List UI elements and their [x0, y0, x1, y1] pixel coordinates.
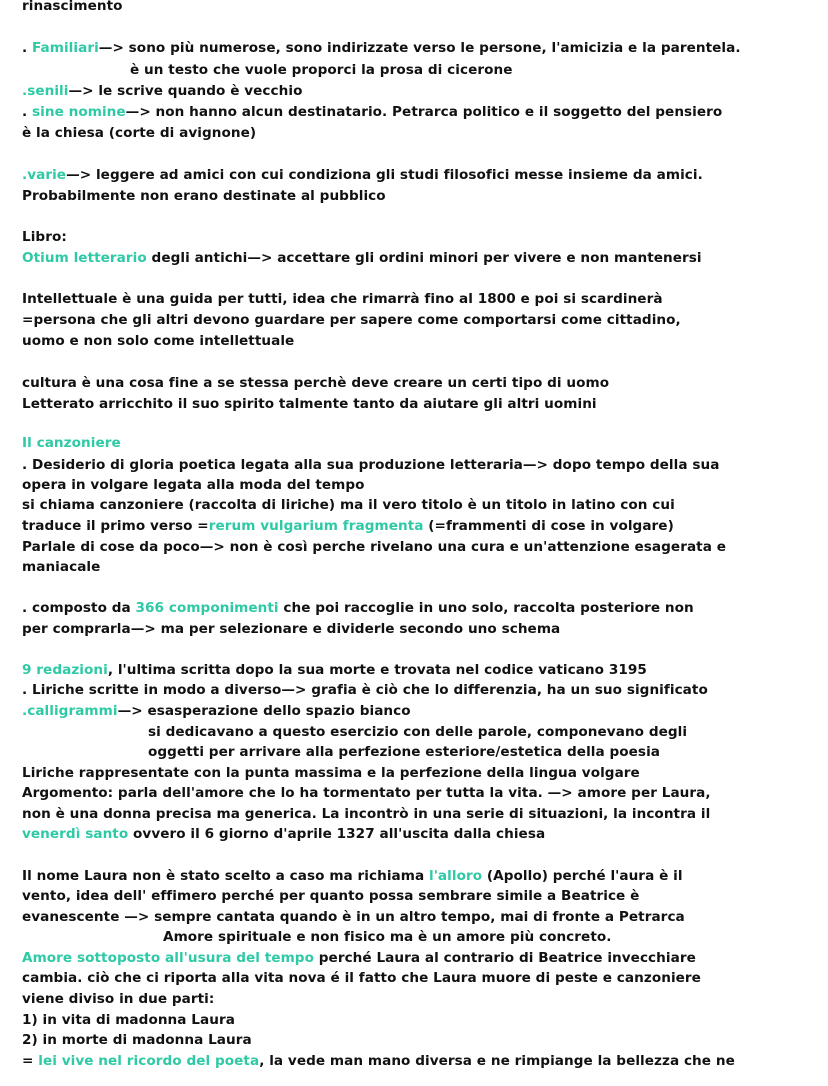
text-line	[22, 186, 818, 206]
text-segment: maniacale	[22, 559, 101, 575]
text-segment: si dedicavano a questo esercizio con delle parole, componevano degli	[148, 724, 688, 740]
text-segment: 1) in vita di madonna Laura	[22, 1012, 235, 1028]
text-line	[148, 742, 818, 762]
text-segment: Probabilmente non erano destinate al pubblico	[22, 188, 386, 204]
text-segment: —> leggere ad amici con cui condiziona gli studi filosofici messe insieme da amici.	[66, 167, 703, 183]
text-line	[22, 81, 818, 101]
text-segment: . composto da	[22, 600, 136, 616]
text-segment: Amore spirituale e non fisico ma è un amore più concreto.	[163, 929, 612, 945]
text-segment: =	[22, 1053, 39, 1069]
text-line	[22, 165, 818, 185]
text-segment: (=frammenti di cose in volgare)	[423, 518, 674, 534]
text-segment: non è una donna precisa ma generica. La incontrò in una serie di situazioni, la incontra il	[22, 806, 711, 822]
highlighted-text: l'alloro	[429, 868, 483, 884]
text-segment: =persona che gli altri devono guardare per sapere come comportarsi come cittadino,	[22, 312, 681, 328]
highlighted-text: venerdì santo	[22, 826, 129, 842]
text-line	[22, 331, 818, 351]
text-segment: è la chiesa (corte di avignone)	[22, 125, 257, 141]
text-segment: Parlale di cose da poco—> non è così perche rivelano una cura e un'attenzione esagerata e	[22, 539, 726, 555]
text-line	[22, 968, 818, 988]
text-segment: perché Laura al contrario di Beatrice invecchiare	[313, 950, 696, 966]
text-line	[22, 989, 818, 1009]
text-segment: —> esasperazione dello spazio bianco	[117, 703, 411, 719]
text-line	[22, 373, 818, 393]
text-segment: opera in volgare legata alla moda del tempo	[22, 477, 365, 493]
text-segment: uomo e non solo come intellettuale	[22, 333, 295, 349]
text-segment: rinascimento	[22, 0, 123, 14]
highlighted-text: .senili	[22, 83, 69, 99]
highlighted-text: Amore sottoposto all'usura del tempo	[22, 950, 314, 966]
text-segment: per comprarla—> ma per selezionare e dividerle secondo uno schema	[22, 621, 561, 637]
text-segment: vento, idea dell' effimero perché per quanto possa sembrare simile a Beatrice è	[22, 888, 640, 904]
text-line	[22, 824, 818, 844]
text-line	[22, 660, 818, 680]
text-segment: Il nome Laura non è stato scelto a caso ma richiama	[22, 868, 429, 884]
highlighted-text: Familiari	[32, 40, 99, 56]
text-segment: . Desiderio di gloria poetica legata alla sua produzione letteraria—> dopo tempo della sua	[22, 457, 720, 473]
text-segment: traduce il primo verso =	[22, 518, 209, 534]
text-segment: Argomento: parla dell'amore che lo ha tormentato per tutta la vita. —> amore per Laura,	[22, 785, 711, 801]
text-line	[148, 722, 818, 742]
text-line	[22, 680, 818, 700]
text-segment: (Apollo) perché l'aura è il	[482, 868, 683, 884]
text-segment: —> sono più numerose, sono indirizzate verso le persone, l'amicizia e la parentela.	[98, 40, 741, 56]
highlighted-text: Il canzoniere	[22, 435, 121, 451]
text-line	[22, 310, 818, 330]
text-segment: è un testo che vuole proporci la prosa di cicerone	[130, 62, 513, 78]
text-line	[22, 783, 818, 803]
text-line	[22, 102, 818, 122]
text-segment: . Liriche scritte in modo a diverso—> grafia è ciò che lo differenzia, ha un suo significato	[22, 682, 708, 698]
highlighted-text: sine nomine	[32, 104, 126, 120]
text-line	[22, 886, 818, 906]
text-line	[22, 475, 818, 495]
text-line	[22, 598, 818, 618]
text-segment: —> non hanno alcun destinatario. Petrarca politico e il soggetto del pensiero	[125, 104, 723, 120]
text-line	[22, 455, 818, 475]
text-line	[22, 948, 818, 968]
text-line	[22, 701, 818, 721]
text-segment: cambia. ciò che ci riporta alla vita nova é il fatto che Laura muore di peste e canzoniere	[22, 970, 701, 986]
text-line	[22, 537, 818, 557]
text-line	[22, 123, 818, 143]
list-item	[22, 1030, 818, 1050]
text-segment: Liriche rappresentate con la punta massima e la perfezione della lingua volgare	[22, 765, 640, 781]
text-line	[22, 394, 818, 414]
text-segment: .	[22, 104, 32, 120]
text-segment: viene diviso in due parti:	[22, 991, 215, 1007]
text-line	[22, 289, 818, 309]
text-segment: .	[22, 40, 32, 56]
text-segment: ovvero il 6 giorno d'aprile 1327 all'uscita dalla chiesa	[128, 826, 546, 842]
text-segment: si chiama canzoniere (raccolta di liriche) ma il vero titolo è un titolo in latino con cui	[22, 497, 675, 513]
text-line	[22, 907, 818, 927]
text-line	[22, 1051, 818, 1071]
section-heading	[22, 433, 818, 453]
text-segment: oggetti per arrivare alla perfezione esteriore/estetica della poesia	[148, 744, 661, 760]
text-line	[22, 38, 818, 58]
text-line	[22, 0, 818, 16]
text-segment: 2) in morte di madonna Laura	[22, 1032, 252, 1048]
text-line	[22, 516, 818, 536]
highlighted-text: rerum vulgarium fragmenta	[208, 518, 424, 534]
text-segment: , l'ultima scritta dopo la sua morte e trovata nel codice vaticano 3195	[107, 662, 647, 678]
text-line	[22, 495, 818, 515]
highlighted-text: .calligrammi	[22, 703, 118, 719]
list-item	[22, 1010, 818, 1030]
text-segment: cultura è una cosa fine a se stessa perchè deve creare un certi tipo di uomo	[22, 375, 610, 391]
highlighted-text: .varie	[22, 167, 67, 183]
text-line	[22, 866, 818, 886]
text-segment: —> le scrive quando è vecchio	[68, 83, 303, 99]
text-line	[22, 804, 818, 824]
text-segment: Intellettuale è una guida per tutti, idea che rimarrà fino al 1800 e poi si scardinerà	[22, 291, 663, 307]
highlighted-text: 9 redazioni	[22, 662, 108, 678]
text-segment: degli antichi—> accettare gli ordini minori per vivere e non mantenersi	[146, 250, 702, 266]
highlighted-text: 366 componimenti	[135, 600, 279, 616]
text-segment: che poi raccoglie in uno solo, raccolta posteriore non	[278, 600, 694, 616]
text-line	[22, 619, 818, 639]
text-line	[22, 227, 818, 247]
text-line	[22, 248, 818, 268]
text-segment: Letterato arricchito il suo spirito talmente tanto da aiutare gli altri uomini	[22, 396, 597, 412]
text-line	[22, 557, 818, 577]
text-line	[22, 763, 818, 783]
highlighted-text: Otium letterario	[22, 250, 147, 266]
text-line	[130, 60, 818, 80]
text-segment: evanescente —> sempre cantata quando è in un altro tempo, mai di fronte a Petrarca	[22, 909, 685, 925]
text-line	[163, 927, 818, 947]
text-segment: Libro:	[22, 229, 67, 245]
highlighted-text: lei vive nel ricordo del poeta	[38, 1053, 260, 1069]
text-segment: , la vede man mano diversa e ne rimpiange la bellezza che ne	[259, 1053, 735, 1069]
